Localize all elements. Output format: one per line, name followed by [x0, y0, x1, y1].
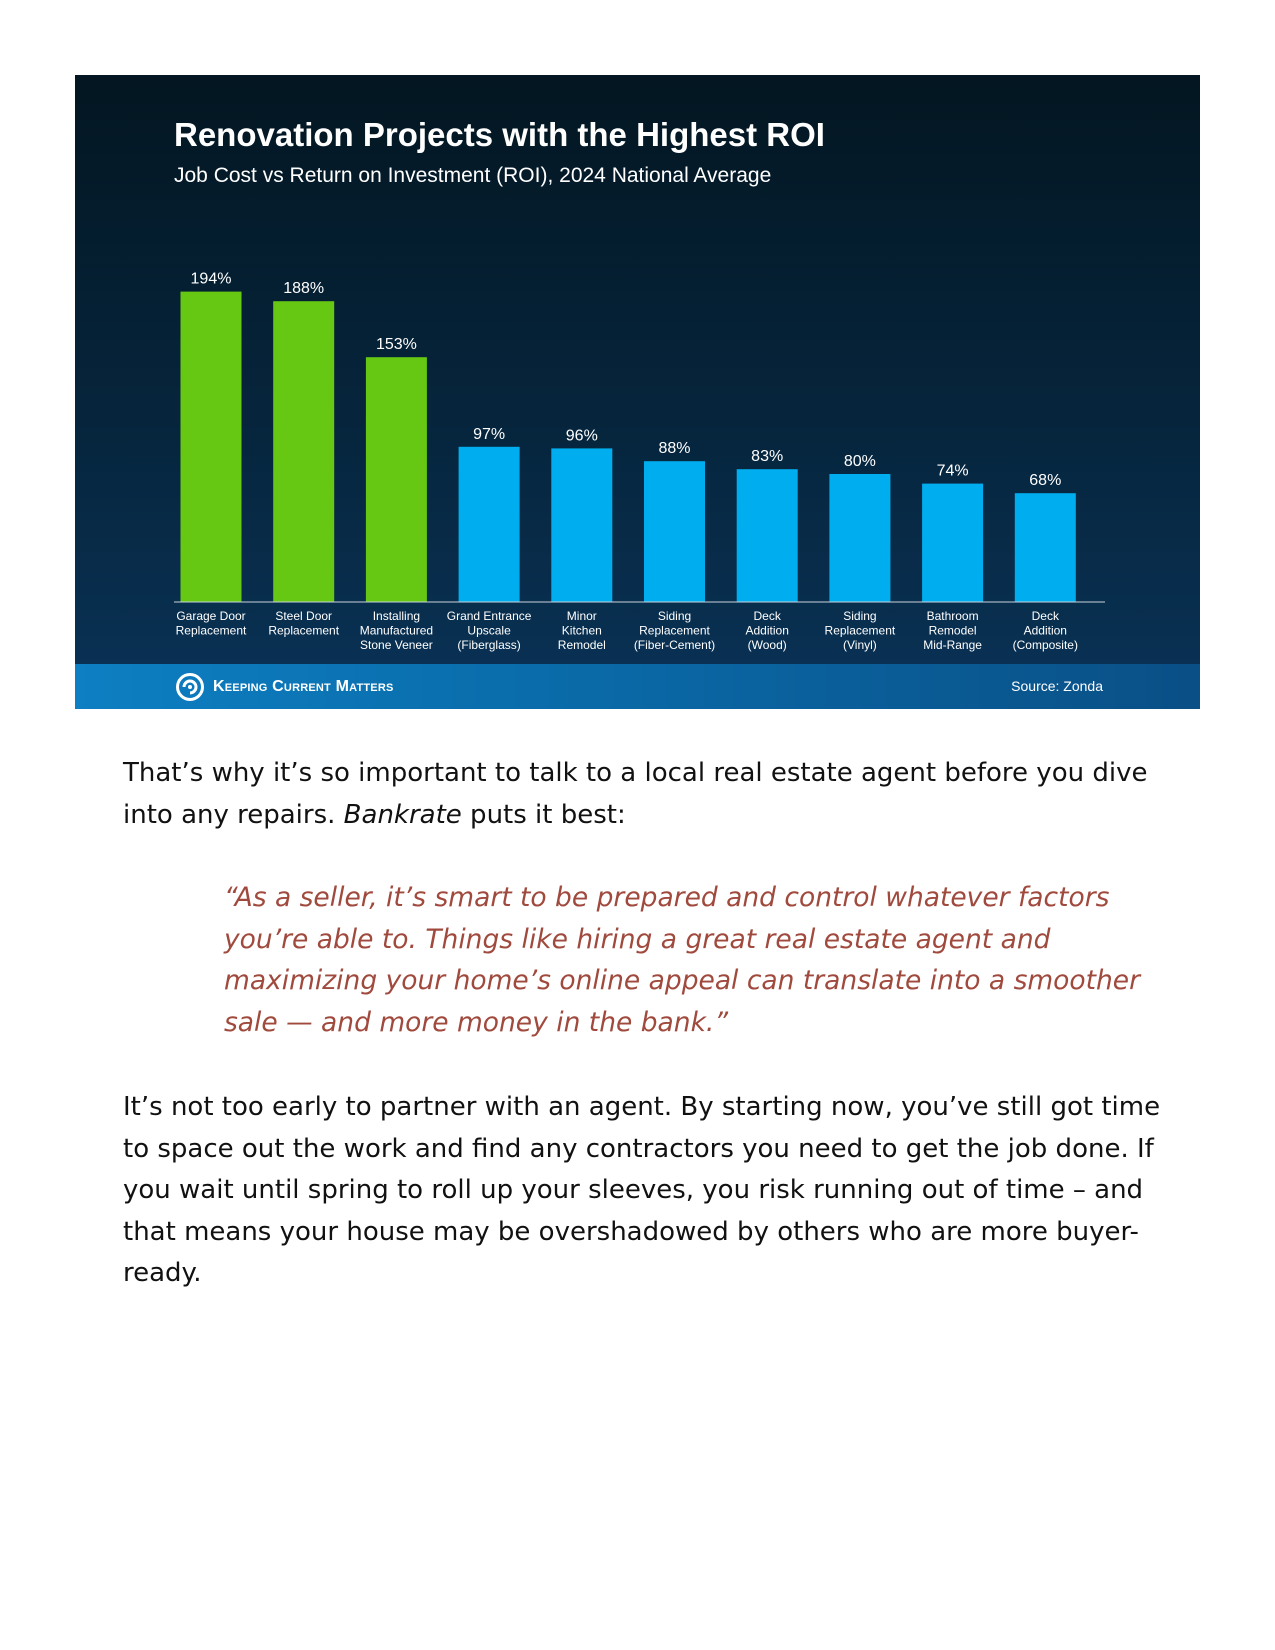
bar-9: [922, 484, 983, 602]
bar-7: [737, 469, 798, 602]
roi-bar-chart: [75, 75, 1200, 709]
bar-8: [829, 474, 890, 602]
bar-1: [181, 292, 242, 602]
bar-value-label-8: 80%: [843, 453, 876, 470]
bar-value-label-10: 68%: [1029, 472, 1062, 490]
x-tick-label-6: Siding Replacement (Fiber-Cement): [633, 609, 716, 652]
bar-value-label-1: 194%: [190, 270, 232, 288]
x-tick-label-3: Installing Manufactured Stone Veneer: [359, 609, 434, 652]
x-tick-label-10: Deck Addition (Composite): [1012, 609, 1078, 652]
kcm-logo: [175, 673, 394, 701]
bar-value-label-2: 188%: [283, 280, 325, 298]
paragraph-advice: It’s not too early to partner with an agent. By starting now, you’ve still got time to space out the work and find any contractors you need to get the job done. If you wait until spring to roll up your sleeves, you risk running out of time – and that means your house may be overshadowed by others who are more buyer-ready.: [123, 1092, 1161, 1288]
bars-layer: [181, 271, 1076, 602]
bar-value-label-4: 97%: [473, 425, 506, 443]
bar-2: [273, 301, 334, 602]
logo-text: Keeping Current Matters: [213, 678, 394, 695]
paragraph-intro-start: That’s why it’s so important to talk to a local real estate agent before you dive into any repairs.: [123, 758, 1148, 830]
paragraph-intro: [123, 753, 1163, 836]
spiral-logo-icon: [175, 673, 205, 701]
bar-10: [1015, 493, 1076, 602]
bar-3: [366, 357, 427, 602]
x-tick-label-2: Steel Door Replacement: [268, 609, 340, 638]
x-tick-label-4: Grand Entrance Upscale (Fiberglass): [446, 609, 532, 652]
x-tick-label-9: Bathroom Remodel Mid-Range: [923, 609, 982, 652]
bar-value-label-6: 88%: [658, 440, 691, 458]
paragraph-intro-end: puts it best:: [461, 799, 626, 830]
bar-value-label-9: 74%: [936, 462, 969, 480]
bar-value-label-5: 96%: [565, 427, 598, 445]
x-tick-label-7: Deck Addition (Wood): [745, 609, 789, 652]
chart-footer: [75, 664, 1200, 709]
bankrate-quote: “As a seller, it’s smart to be prepared and control whatever factors you’re able to. Things like hiring a great real estate agent and maximizing your home’s online appeal can translate into a smoother sale — and more money in the bank.”: [224, 882, 1140, 1038]
chart-subtitle: Job Cost vs Return on Investment (ROI), 2024 National Average: [174, 164, 772, 187]
chart-source: Source: Zonda: [1011, 678, 1103, 694]
chart-title: Renovation Projects with the Highest ROI: [174, 116, 825, 153]
x-tick-label-1: Garage Door Replacement: [175, 609, 247, 638]
x-tick-label-8: Siding Replacement (Vinyl): [824, 609, 896, 652]
bar-4: [459, 447, 520, 602]
x-tick-labels: [176, 609, 1078, 652]
bar-6: [644, 461, 705, 602]
roi-chart: [75, 75, 1200, 709]
x-tick-label-5: Minor Kitchen Remodel: [557, 609, 606, 652]
source-name-bankrate: Bankrate: [343, 799, 462, 830]
bar-value-label-3: 153%: [375, 336, 417, 354]
bar-value-label-7: 83%: [751, 448, 784, 466]
bar-5: [551, 448, 612, 602]
